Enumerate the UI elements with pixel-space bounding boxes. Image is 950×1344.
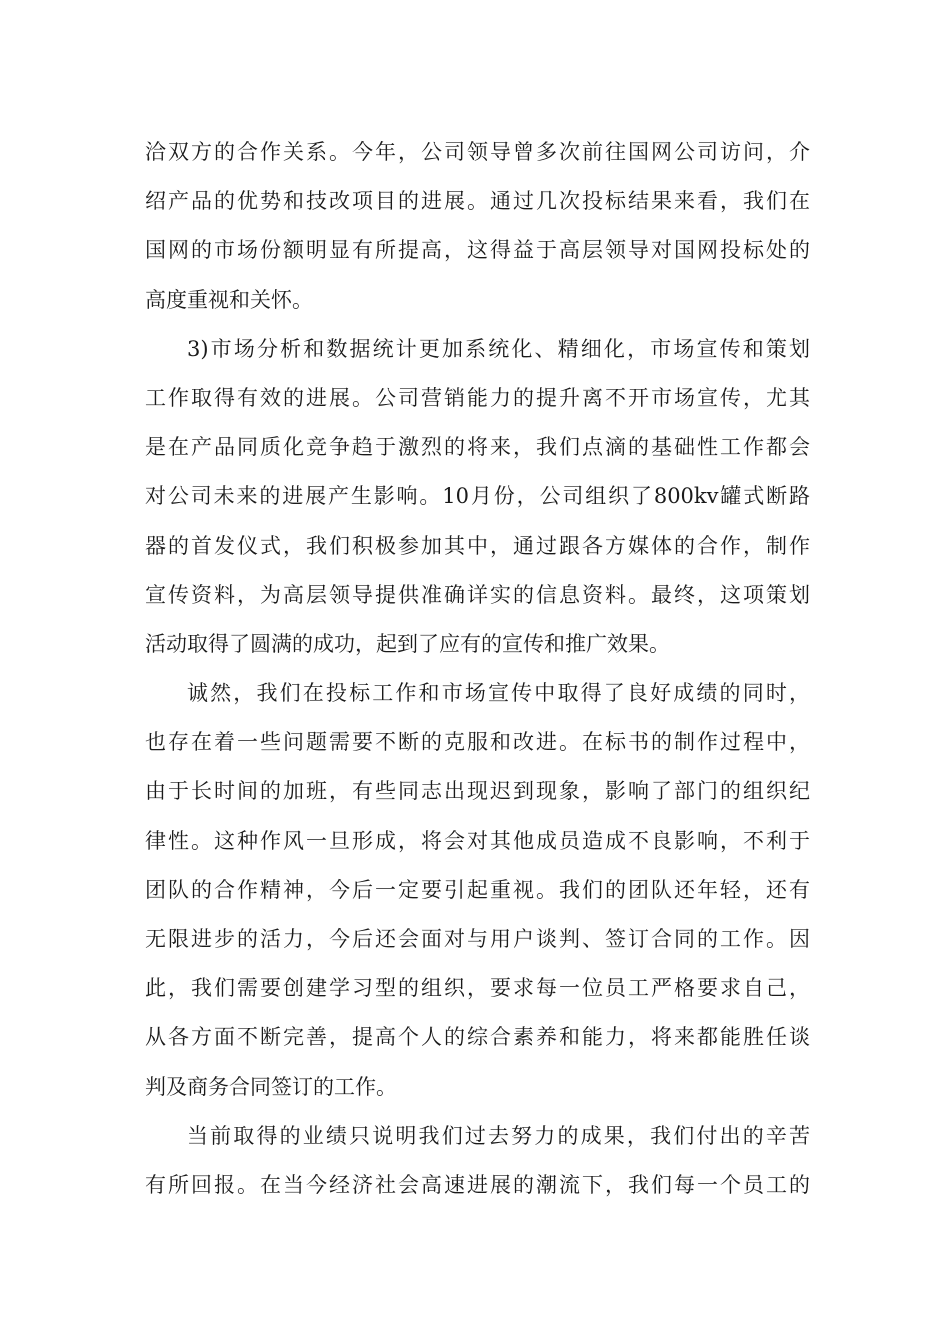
paragraph-2-line-2: 工作取得有效的进展。公司营销能力的提升离不开市场宣传，尤其	[145, 385, 810, 410]
paragraph-3-line-9: 判及商务合同签订的工作。	[145, 1074, 397, 1099]
paragraph-3-line-1: 诚然，我们在投标工作和市场宣传中取得了良好成绩的同时，	[187, 681, 810, 706]
paragraph-2-line-4: 对公司未来的进展产生影响。10月份，公司组织了800kv罐式断路	[145, 484, 810, 509]
paragraph-3-line-5: 团队的合作精神，今后一定要引起重视。我们的团队还年轻，还有	[145, 877, 810, 902]
paragraph-2-line-7: 活动取得了圆满的成功，起到了应有的宣传和推广效果。	[145, 631, 670, 656]
paragraph-3-line-3: 由于长时间的加班，有些同志出现迟到现象，影响了部门的组织纪	[145, 779, 810, 804]
paragraph-1-line-3: 国网的市场份额明显有所提高，这得益于高层领导对国网投标处的	[145, 238, 810, 263]
paragraph-4-line-2: 有所回报。在当今经济社会高速进展的潮流下，我们每一个员工的	[145, 1172, 810, 1197]
paragraph-4-line-1: 当前取得的业绩只说明我们过去努力的成果，我们付出的辛苦	[187, 1123, 810, 1148]
paragraph-1-line-1: 洽双方的合作关系。今年，公司领导曾多次前往国网公司访问，介	[145, 140, 810, 164]
paragraph-1-line-4: 高度重视和关怀。	[145, 287, 313, 312]
paragraph-2-line-6: 宣传资料，为高层领导提供准确详实的信息资料。最终，这项策划	[145, 582, 810, 607]
paragraph-3-line-7: 此，我们需要创建学习型的组织，要求每一位员工严格要求自己，	[145, 976, 810, 1001]
paragraph-2-line-1: 3)市场分析和数据统计更加系统化、精细化，市场宣传和策划	[187, 336, 810, 361]
paragraph-3-line-2: 也存在着一些问题需要不断的克服和改进。在标书的制作过程中，	[145, 730, 810, 755]
paragraph-1-line-2: 绍产品的优势和技改项目的进展。通过几次投标结果来看，我们在	[145, 189, 810, 214]
document-body	[145, 128, 810, 1210]
paragraph-3-line-6: 无限进步的活力，今后还会面对与用户谈判、签订合同的工作。因	[145, 927, 810, 951]
paragraph-3-line-4: 律性。这种作风一旦形成，将会对其他成员造成不良影响，不利于	[145, 828, 810, 853]
paragraph-3-line-8: 从各方面不断完善，提高个人的综合素养和能力，将来都能胜任谈	[145, 1025, 810, 1050]
paragraph-2-line-5: 器的首发仪式，我们积极参加其中，通过跟各方媒体的合作，制作	[145, 533, 810, 558]
paragraph-2-line-3: 是在产品同质化竞争趋于激烈的将来，我们点滴的基础性工作都会	[145, 435, 810, 460]
